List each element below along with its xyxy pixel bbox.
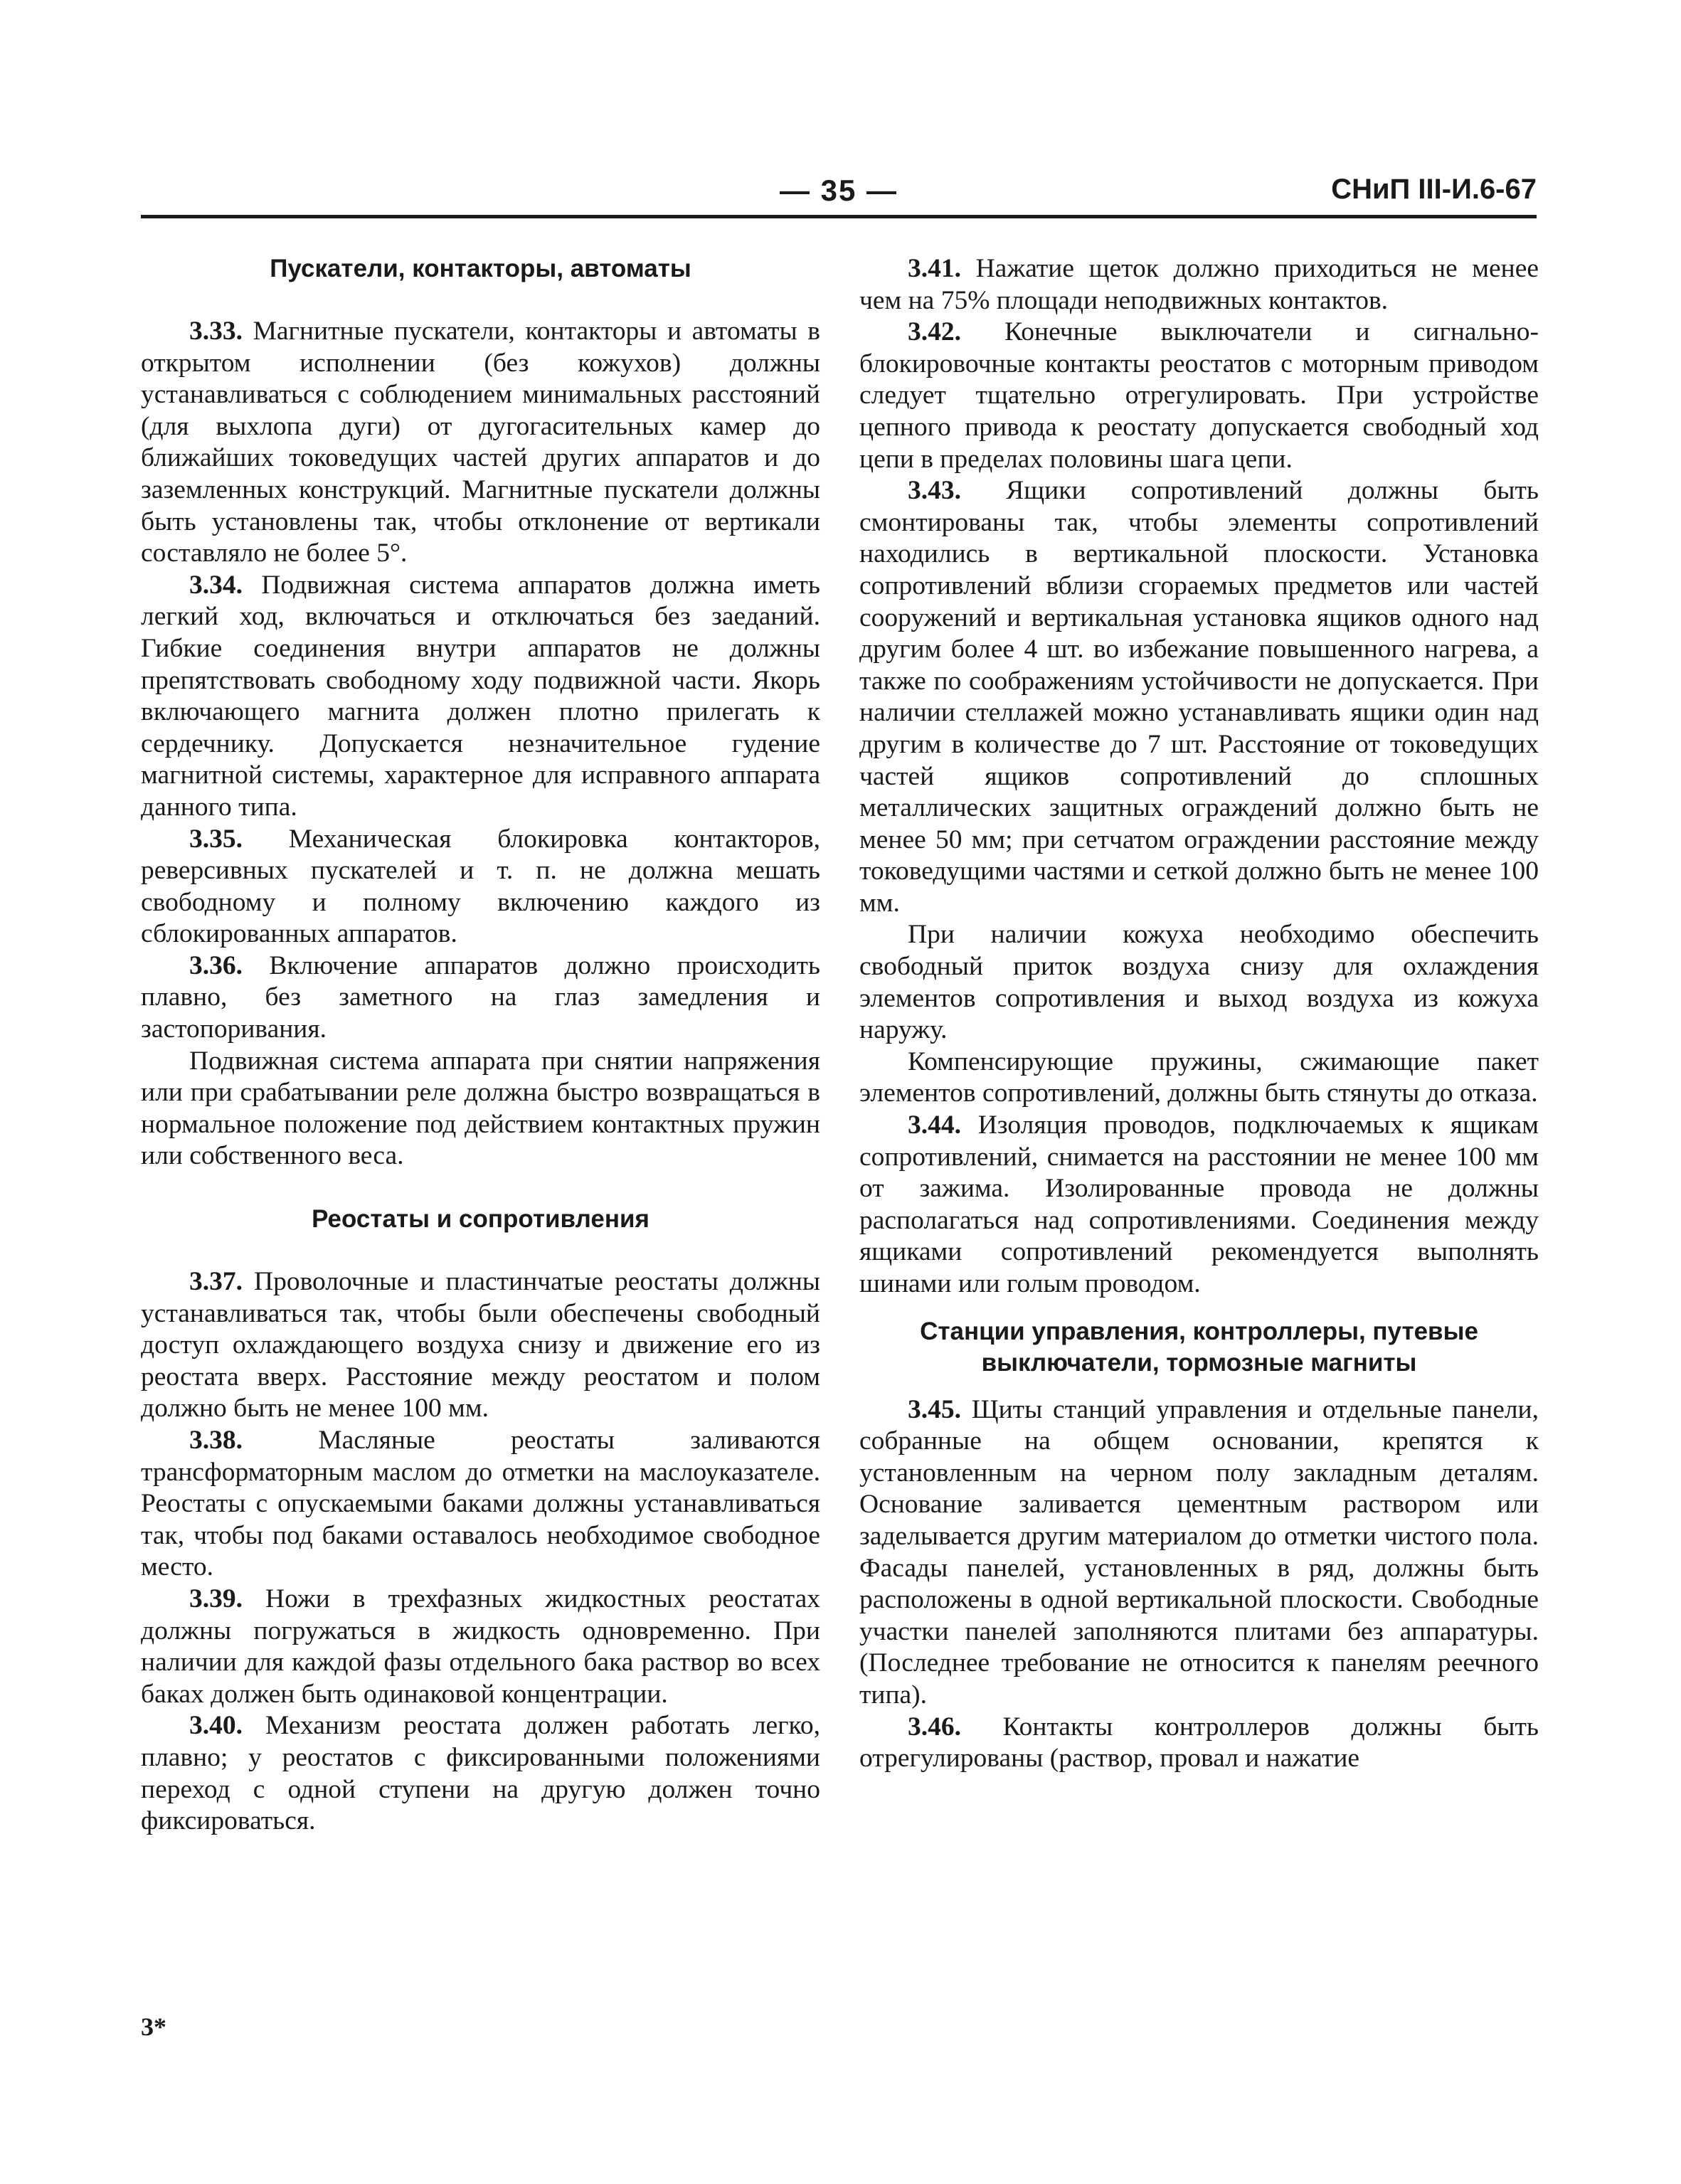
clause-number: 3.42. <box>908 317 961 347</box>
clause-number: 3.40. <box>189 1711 243 1741</box>
clause-text: Нажатие щеток должно приходиться не менее чем на 75% площади неподвижных контактов. <box>859 254 1539 315</box>
page-header <box>141 174 1537 218</box>
paragraph-3-38 <box>141 1425 820 1584</box>
paragraph-3-37 <box>141 1266 820 1425</box>
clause-text: Механическая блокировка контакторов, реверсивных пускателей и т. п. не должна мешать свободному и полному включению каждого из сблокированных аппаратов. <box>141 824 820 949</box>
clause-number: 3.37. <box>189 1267 243 1297</box>
clause-number: 3.38. <box>189 1426 243 1455</box>
paragraph-3-43 <box>859 475 1539 919</box>
paragraph-3-43-springs: Компенсирующие пружины, сжимающие пакет элементов сопротивлений, должны быть стянуты до отказа. <box>859 1046 1539 1108</box>
clause-text: Конечные выключатели и сигнально-блокировочные контакты реостатов с моторным приводом следует тщательно отрегулировать. При устройстве цепного привода к реостату допускается свободный ход цепи в пределах половины шага цепи. <box>859 317 1539 474</box>
paragraph-3-35 <box>141 824 820 950</box>
paragraph-3-45 <box>859 1394 1539 1712</box>
clause-number: 3.46. <box>908 1712 961 1742</box>
paragraph-3-46 <box>859 1712 1539 1775</box>
paragraph-3-34 <box>141 570 820 824</box>
clause-text: Масляные реостаты заливаются трансформаторным маслом до отметки на маслоуказателе. Реостаты с опускаемыми баками должны устанавливаться так, чтобы под баками оставалось необходимое свободное место. <box>141 1426 820 1582</box>
section-heading: Реостаты и сопротивления <box>312 1205 649 1234</box>
clause-number: 3.44. <box>908 1110 961 1140</box>
clause-text: Изоляция проводов, подключаемых к ящикам сопротивлений, снимается на расстоянии не менее 100 мм от зажима. Изолированные провода не должны располагаться над сопротивлениями. Соединения между ящиками сопротивлений рекомендуется выполнять шинами или голым проводом. <box>859 1110 1539 1298</box>
clause-text: Механизм реостата должен работать легко, плавно; у реостатов с фиксированными положениями переход с одной ступени на другую должен точно фиксироваться. <box>141 1711 820 1836</box>
paragraph-3-33 <box>141 316 820 570</box>
paragraph-3-44 <box>859 1110 1539 1300</box>
paragraph-3-42 <box>859 317 1539 475</box>
section-heading: Пускатели, контакторы, автоматы <box>270 255 691 282</box>
clause-number: 3.34. <box>189 570 243 600</box>
paragraph-3-39 <box>141 1584 820 1710</box>
paragraph-3-41 <box>859 253 1539 317</box>
clause-number: 3.45. <box>908 1394 961 1424</box>
left-column <box>141 253 820 1838</box>
page-number: — 35 — <box>779 174 898 207</box>
clause-text: Магнитные пускатели, контакторы и автоматы в открытом исполнении (без кожухов) должны устанавливаться с соблюдением минимальных расстояний (для выхлопа дуги) от дугогасительных камер до ближайших токоведущих частей других аппаратов и до заземленных конструкций. Магнитные пускатели должны быть установлены так, чтобы отклонение от вертикали составляло не более 5°. <box>141 317 820 568</box>
clause-text: Щиты станций управления и отдельные панели, собранные на общем основании, крепятся к установленным на черном полу закладным деталям. Основание заливается цементным раствором или заделывается другим материалом до отметки чистого пола. Фасады панелей, установленных в ряд, должны быть расположены в одной вертикальной плоскости. Свободные участки панелей заполняются плитами без аппаратуры. (Последнее требование не относится к панелям реечного типа). <box>859 1394 1539 1709</box>
clause-number: 3.36. <box>189 950 243 980</box>
clause-number: 3.39. <box>189 1584 243 1613</box>
paragraph-3-36-continued: Подвижная система аппарата при снятии напряжения или при срабатывании реле должна быстро возвращаться в нормальное положение под действием контактных пружин или собственного веса. <box>141 1046 820 1171</box>
clause-text: Ножи в трехфазных жидкостных реостатах должны погружаться в жидкость одновременно. При наличии для каждой фазы отдельного бака раствор во всех баках должен быть одинаковой концентрации. <box>141 1584 820 1709</box>
clause-text: Включение аппаратов должно происходить плавно, без заметного на глаз замедления и застопоривания. <box>141 950 820 1044</box>
clause-text: Ящики сопротивлений должны быть смонтированы так, чтобы элементы сопротивлений находились в вертикальной плоскости. Установка сопротивлений вблизи сгораемых предметов или частей сооружений и вертикальная установка ящиков одного над другим более 4 шт. во избежание повышенного нагрева, а также по соображениям устойчивости не допускается. При наличии стеллажей можно устанавливать ящики один над другим в количестве до 7 шт. Расстояние от токоведущих частей ящиков сопротивлений до сплошных металлических защитных ограждений должно быть не менее 50 мм; при сетчатом ограждении расстояние между токоведущими частями и сеткой должно быть не менее 100 мм. <box>859 476 1539 918</box>
clause-number: 3.35. <box>189 824 243 854</box>
paragraph-3-43-casing: При наличии кожуха необходимо обеспечить свободный приток воздуха снизу для охлаждения элементов сопротивления и выход воздуха из кожуха наружу. <box>859 920 1539 1045</box>
clause-text: Проволочные и пластинчатые реостаты должны устанавливаться так, чтобы были обеспечены свободный доступ охлаждающего воздуха снизу и движение его из реостата вверх. Расстояние между реостатом и полом должно быть не менее 100 мм. <box>141 1267 820 1424</box>
right-column <box>859 253 1539 1775</box>
signature-mark: 3* <box>141 2013 166 2041</box>
paragraph-3-40 <box>141 1710 820 1837</box>
clause-text: Контакты контроллеров должны быть отрегулированы (раствор, провал и нажатие <box>859 1712 1539 1774</box>
clause-number: 3.41. <box>908 254 961 283</box>
clause-number: 3.33. <box>189 317 243 346</box>
document-code: СНиП III-И.6-67 <box>1331 174 1537 205</box>
clause-text: Подвижная система аппаратов должна иметь легкий ход, включаться и отключаться без заеданий. Гибкие соединения внутри аппаратов не должны препятствовать свободному ходу подвижной части. Якорь включающего магнита должен плотно прилегать к сердечнику. Допускается незначительное гудение магнитной системы, характерное для исправного аппарата данного типа. <box>141 570 820 822</box>
clause-number: 3.43. <box>908 476 961 506</box>
section-heading: Станции управления, контроллеры, путевые выключатели, тормозные магниты <box>920 1317 1478 1377</box>
paragraph-3-36 <box>141 950 820 1046</box>
